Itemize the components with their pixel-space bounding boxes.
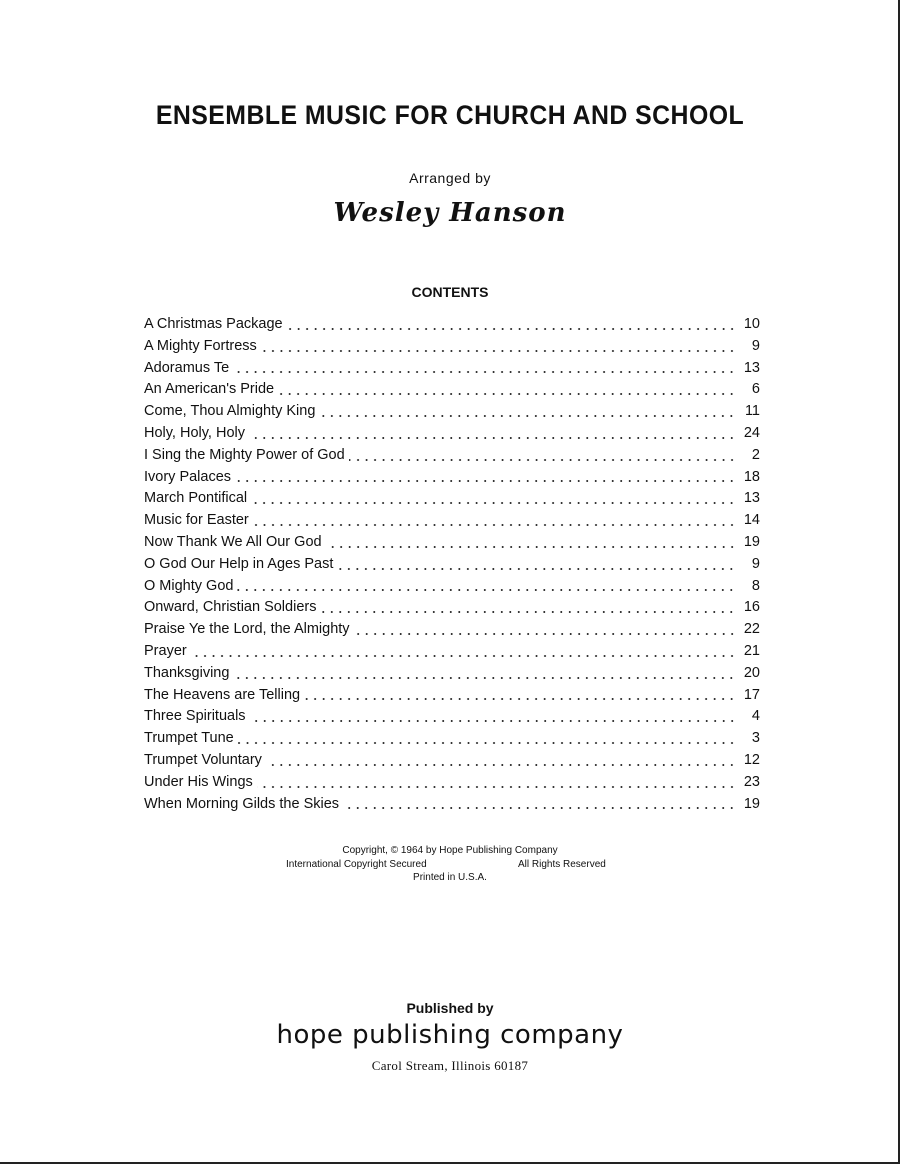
toc-entry-page: 12 [743, 751, 760, 768]
toc-entry-title: Under His Wings [144, 773, 253, 790]
dot-leader [320, 600, 736, 614]
toc-entry [144, 750, 760, 772]
dot-leader [238, 731, 736, 745]
toc-entry [144, 772, 760, 794]
toc-entry-title: When Morning Gilds the Skies [144, 795, 340, 812]
toc-entry-title: Prayer [144, 642, 187, 659]
toc-entry-page: 23 [743, 773, 760, 790]
toc-entry [144, 597, 760, 619]
toc-entry-page: 18 [743, 468, 760, 485]
dot-leader [261, 339, 736, 353]
toc-entry-title: Three Spirituals [144, 708, 246, 725]
toc-entry [144, 554, 760, 576]
toc-entry-page: 19 [743, 795, 760, 812]
dot-leader [349, 448, 736, 462]
toc-entry [144, 641, 760, 663]
copyright-secured-row [0, 858, 900, 872]
toc-entry-title: Praise Ye the Lord, the Almighty [144, 621, 350, 638]
copyright-line: Copyright, © 1964 by Hope Publishing Company [342, 845, 558, 856]
page-title: ENSEMBLE MUSIC FOR CHURCH AND SCHOOL [155, 100, 745, 130]
toc-entry-page: 3 [751, 730, 760, 747]
all-rights-reserved: All Rights Reserved [518, 858, 606, 870]
toc-entry-title: Adoramus Te [144, 359, 230, 376]
toc-entry-page: 13 [743, 490, 760, 507]
dot-leader [235, 469, 736, 483]
toc-entry-page: 16 [743, 599, 760, 616]
toc-entry-page: 10 [743, 316, 760, 332]
dot-leader [326, 535, 736, 549]
toc-entry-page: 14 [743, 512, 760, 529]
toc-entry-title: Ivory Palaces [144, 468, 232, 485]
toc-entry [144, 401, 760, 423]
dot-leader [251, 491, 736, 505]
toc-entry-page: 17 [743, 686, 760, 703]
toc-entry-title: Music for Easter [144, 512, 249, 529]
toc-entry [144, 445, 760, 467]
dot-leader [319, 404, 736, 418]
dot-leader [354, 622, 736, 636]
contents-heading: CONTENTS [411, 284, 489, 300]
arranged-by-label: Arranged by [409, 170, 491, 186]
toc-entry [144, 685, 760, 707]
toc-entry-title: Holy, Holy, Holy [144, 424, 245, 441]
toc-entry [144, 358, 760, 380]
publisher-address: Carol Stream, Illinois 60187 [371, 1058, 529, 1073]
toc-entry-title: The Heavens are Telling [144, 686, 301, 703]
arranger-name: Wesley Hanson [333, 198, 567, 228]
toc-entry-title: An American's Pride [144, 381, 275, 398]
toc-entry-title: Trumpet Voluntary [144, 751, 262, 768]
dot-leader [343, 796, 736, 810]
toc-entry [144, 467, 760, 489]
toc-entry-page: 11 [744, 403, 760, 420]
toc-entry-title: March Pontifical [144, 490, 248, 507]
dot-leader [233, 666, 736, 680]
dot-leader [266, 753, 736, 767]
toc-entry-page: 20 [743, 664, 760, 681]
toc-entry-page: 19 [743, 533, 760, 550]
toc-entry-title: O God Our Help in Ages Past [144, 555, 334, 572]
toc-entry [144, 488, 760, 510]
toc-entry-page: 2 [751, 446, 760, 463]
dot-leader [304, 687, 736, 701]
toc-entry [144, 576, 760, 598]
toc-entry [144, 336, 760, 358]
toc-entry [144, 379, 760, 401]
toc-entry-page: 21 [743, 642, 760, 659]
dot-leader [253, 513, 736, 527]
printed-in: Printed in U.S.A. [413, 872, 487, 883]
toc-entry-title: A Mighty Fortress [144, 337, 257, 354]
dot-leader [257, 775, 736, 789]
toc-entry [144, 728, 760, 750]
toc-entry [144, 663, 760, 685]
copyright-block [0, 844, 900, 885]
toc-entry-title: O Mighty God [144, 577, 234, 594]
toc-entry-page: 22 [743, 621, 760, 638]
toc-entry [144, 706, 760, 728]
toc-entry-title: Now Thank We All Our God [144, 533, 322, 550]
publisher-name: hope publishing company [276, 1020, 624, 1050]
published-by-label: Published by [406, 1000, 494, 1016]
toc-entry-page: 4 [751, 708, 760, 725]
toc-entry-page: 6 [751, 381, 760, 398]
copyright-secured: International Copyright Secured [286, 858, 427, 870]
dot-leader [337, 557, 736, 571]
dot-leader [233, 360, 736, 374]
dot-leader [249, 426, 736, 440]
toc-entry [144, 532, 760, 554]
toc-entry-title: Trumpet Tune [144, 730, 234, 747]
toc-entry [144, 794, 760, 816]
dot-leader [237, 578, 736, 592]
toc-entry-title: Come, Thou Almighty King [144, 403, 316, 420]
dot-leader [191, 644, 736, 658]
toc-entry-page: 8 [751, 577, 760, 594]
toc-entry [144, 510, 760, 532]
dot-leader [278, 382, 736, 396]
toc-entry-title: Onward, Christian Soldiers [144, 599, 317, 616]
toc-entry-title: I Sing the Mighty Power of God [144, 446, 345, 463]
toc-entry-page: 9 [751, 337, 760, 354]
toc-entry-page: 9 [751, 555, 760, 572]
toc-entry [144, 619, 760, 641]
toc-entry-title: A Christmas Package [144, 316, 283, 332]
dot-leader [250, 709, 736, 723]
toc-entry [144, 314, 760, 336]
toc-entry-page: 24 [743, 424, 760, 441]
toc-entry-title: Thanksgiving [144, 664, 230, 681]
toc-entry [144, 423, 760, 445]
table-of-contents [144, 314, 760, 815]
dot-leader [287, 317, 736, 331]
toc-entry-page: 13 [743, 359, 760, 376]
